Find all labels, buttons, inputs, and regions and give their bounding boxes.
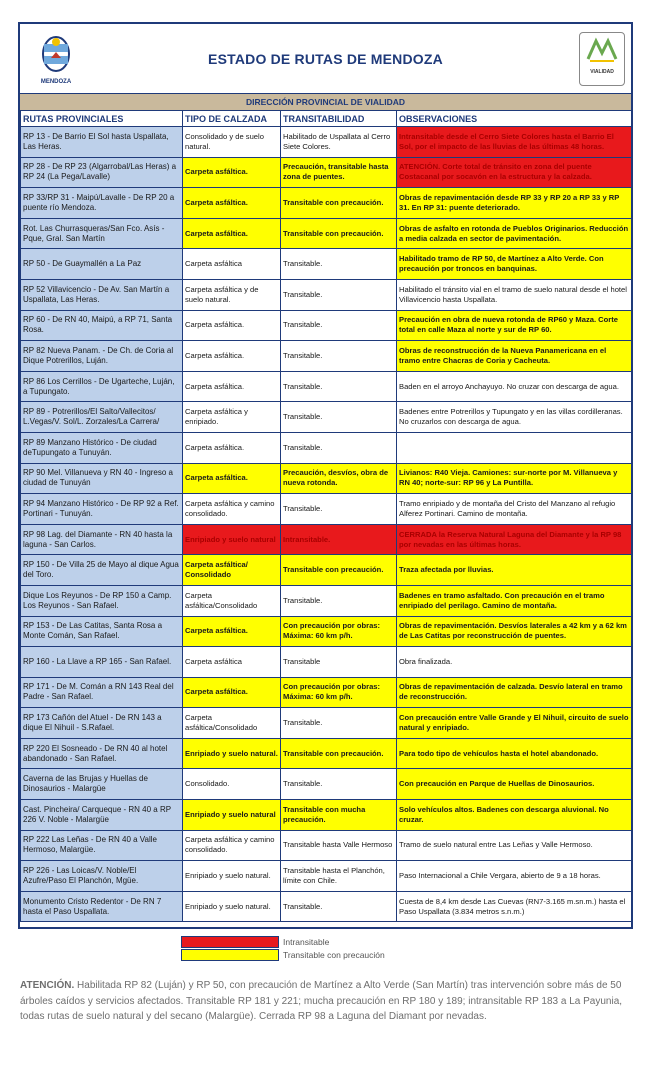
surface-cell: Carpeta asfáltica. bbox=[183, 677, 281, 708]
status-cell: Transitable. bbox=[281, 585, 397, 616]
route-cell: RP 89 - Potrerillos/El Salto/Vallecitos/ L.Vegas/V. Sol/L. Zorzales/La Carrera/ bbox=[21, 402, 183, 433]
route-cell: RP 222 Las Leñas - De RN 40 a Valle Hermoso, Malargüe. bbox=[21, 830, 183, 861]
observations-cell: Solo vehículos altos. Badenes con descarga aluvional. No cruzar. bbox=[397, 800, 632, 831]
status-cell: Con precaución por obras: Máxima: 60 km p/h. bbox=[281, 616, 397, 647]
surface-cell: Carpeta asfáltica y camino consolidado. bbox=[183, 494, 281, 525]
surface-cell: Carpeta asfáltica y camino consolidado. bbox=[183, 830, 281, 861]
observations-cell: CERRADA la Reserva Natural Laguna del Diamante y la RP 98 por nevadas en las últimas horas. bbox=[397, 524, 632, 555]
observations-cell: Baden en el arroyo Anchayuyo. No cruzar con descarga de agua. bbox=[397, 371, 632, 402]
observations-cell: Badenes en tramo asfaltado. Con precaución en el tramo enripiado del perilago. Camino de montaña. bbox=[397, 585, 632, 616]
observations-cell: Con precaución en Parque de Huellas de Dinosaurios. bbox=[397, 769, 632, 800]
surface-cell: Carpeta asfáltica. bbox=[183, 616, 281, 647]
column-header-route: RUTAS PROVINCIALES bbox=[21, 111, 183, 127]
note-lead: ATENCIÓN. bbox=[20, 980, 75, 991]
route-cell: RP 82 Nueva Panam. - De Ch. de Coria al Dique Potrerillos, Luján. bbox=[21, 341, 183, 372]
status-cell: Precaución, transitable hasta zona de puentes. bbox=[281, 157, 397, 188]
surface-cell: Enripiado y suelo natural. bbox=[183, 891, 281, 922]
status-cell: Transitable. bbox=[281, 432, 397, 463]
observations-cell: Obra finalizada. bbox=[397, 647, 632, 678]
route-cell: RP 220 El Sosneado - De RN 40 al hotel abandonado - San Rafael. bbox=[21, 738, 183, 769]
logo-right-label: VIALIDAD bbox=[590, 69, 614, 75]
observations-cell: Obras de asfalto en rotonda de Pueblos Originarios. Reducción a media calzada en sector de pavimentación. bbox=[397, 218, 632, 249]
table-row bbox=[21, 830, 632, 861]
surface-cell: Carpeta asfáltica/Consolidado bbox=[183, 585, 281, 616]
surface-cell: Carpeta asfáltica. bbox=[183, 371, 281, 402]
surface-cell: Carpeta asfáltica y enripiado. bbox=[183, 402, 281, 433]
table-header-row bbox=[21, 111, 632, 127]
observations-cell: Para todo tipo de vehículos hasta el hotel abandonado. bbox=[397, 738, 632, 769]
page-title: ESTADO DE RUTAS DE MENDOZA bbox=[208, 51, 443, 67]
route-cell: RP 86 Los Cerrillos - De Ugarteche, Luján, a Tupungato. bbox=[21, 371, 183, 402]
note-text: Habilitada RP 82 (Luján) y RP 50, con precaución de Martínez a Alto Verde (San Martín) tras intervención sobre más de 50 árboles caídos y servicios afectados. Transitable RP 181 y 221; mucha precaución en RP 180 y 189; intransitable RP 183 a La Payunia, todas rutas de suelo natural y del secano (Malargüe). Cerrada RP 98 a Laguna del Diamant por nevadas. bbox=[20, 980, 623, 1022]
table-row bbox=[21, 738, 632, 769]
surface-cell: Carpeta asfáltica. bbox=[183, 432, 281, 463]
surface-cell: Consolidado. bbox=[183, 769, 281, 800]
table-row bbox=[21, 769, 632, 800]
route-cell: RP 90 Mel. Villanueva y RN 40 - Ingreso a ciudad de Tunuyán bbox=[21, 463, 183, 494]
surface-cell: Carpeta asfáltica bbox=[183, 647, 281, 678]
table-row bbox=[21, 861, 632, 892]
table-row bbox=[21, 341, 632, 372]
route-cell: RP 89 Manzano Histórico - De ciudad deTupungato a Tunuyán. bbox=[21, 432, 183, 463]
status-cell: Transitable. bbox=[281, 279, 397, 310]
column-header-surface: TIPO DE CALZADA bbox=[183, 111, 281, 127]
route-cell: RP 28 - De RP 23 (Algarrobal/Las Heras) a RP 24 (La Pega/Lavalle) bbox=[21, 157, 183, 188]
table-row bbox=[21, 494, 632, 525]
route-status-panel bbox=[18, 22, 633, 929]
header bbox=[20, 24, 631, 92]
status-cell: Transitable con mucha precaución. bbox=[281, 800, 397, 831]
legend-label: Intransitable bbox=[283, 937, 330, 947]
observations-cell: Obras de repavimentación de calzada. Desvío lateral en tramo de reconstrucción. bbox=[397, 677, 632, 708]
table-row bbox=[21, 188, 632, 219]
observations-cell: ATENCIÓN. Corte total de tránsito en zona del puente Costacanal por socavón en la estructura y la calzada. bbox=[397, 157, 632, 188]
legend-swatch-yellow bbox=[181, 949, 279, 961]
route-cell: RP 33/RP 31 - Maipú/Lavalle - De RP 20 a puente río Mendoza. bbox=[21, 188, 183, 219]
observations-cell: Intransitable desde el Cerro Siete Colores hasta el Barrio El Sol, por el impacto de las lluvias de las últimas 48 horas. bbox=[397, 127, 632, 158]
table-row bbox=[21, 891, 632, 922]
observations-cell: Tramo enripiado y de montaña del Cristo del Manzano al refugio Alferez Portinari. Camino de montaña. bbox=[397, 494, 632, 525]
surface-cell: Enripiado y suelo natural. bbox=[183, 861, 281, 892]
surface-cell: Carpeta asfáltica/Consolidado bbox=[183, 708, 281, 739]
route-cell: Dique Los Reyunos - De RP 150 a Camp. Los Reyunos - San Rafael. bbox=[21, 585, 183, 616]
surface-cell: Enripiado y suelo natural bbox=[183, 524, 281, 555]
attention-note bbox=[20, 978, 635, 1025]
legend-swatch-red bbox=[181, 936, 279, 948]
route-cell: RP 153 - De Las Catitas, Santa Rosa a Monte Comán, San Rafael. bbox=[21, 616, 183, 647]
status-cell: Transitable. bbox=[281, 708, 397, 739]
route-cell: RP 94 Manzano Histórico - De RP 92 a Ref. Portinari - Tunuyán. bbox=[21, 494, 183, 525]
route-cell: RP 13 - De Barrio El Sol hasta Uspallata, Las Heras. bbox=[21, 127, 183, 158]
subheader-agency: DIRECCIÓN PROVINCIAL DE VIALIDAD bbox=[20, 93, 631, 111]
observations-cell: Habilitado tramo de RP 50, de Martínez a Alto Verde. Con precaución por troncos en banquinas. bbox=[397, 249, 632, 280]
observations-cell: Cuesta de 8,4 km desde Las Cuevas (RN7-3.165 m.sn.m.) hasta el Paso Uspallata (3.834 metros s.n.m.) bbox=[397, 891, 632, 922]
table-row bbox=[21, 800, 632, 831]
route-cell: RP 60 - De RN 40, Maipú, a RP 71, Santa Rosa. bbox=[21, 310, 183, 341]
observations-cell: Obras de reconstrucción de la Nueva Panamericana en el tramo entre Chacras de Coria y Cacheuta. bbox=[397, 341, 632, 372]
surface-cell: Carpeta asfáltica. bbox=[183, 463, 281, 494]
status-cell: Transitable. bbox=[281, 494, 397, 525]
status-cell: Transitable. bbox=[281, 371, 397, 402]
status-cell: Transitable hasta Valle Hermoso bbox=[281, 830, 397, 861]
observations-cell: Tramo de suelo natural entre Las Leñas y Valle Hermoso. bbox=[397, 830, 632, 861]
table-row bbox=[21, 402, 632, 433]
table-row bbox=[21, 708, 632, 739]
route-cell: RP 98 Lag. del Diamante - RN 40 hasta la laguna - San Carlos. bbox=[21, 524, 183, 555]
status-cell: Transitable. bbox=[281, 891, 397, 922]
surface-cell: Carpeta asfáltica. bbox=[183, 218, 281, 249]
status-cell: Transitable con precaución. bbox=[281, 188, 397, 219]
surface-cell: Carpeta asfáltica y de suelo natural. bbox=[183, 279, 281, 310]
surface-cell: Carpeta asfáltica. bbox=[183, 310, 281, 341]
status-cell: Transitable. bbox=[281, 310, 397, 341]
table-row bbox=[21, 218, 632, 249]
route-cell: RP 160 - La Llave a RP 165 - San Rafael. bbox=[21, 647, 183, 678]
route-cell: Caverna de las Brujas y Huellas de Dinosaurios - Malargüe bbox=[21, 769, 183, 800]
table-row bbox=[21, 310, 632, 341]
route-cell: RP 171 - De M. Comán a RN 143 Real del Padre - San Rafael. bbox=[21, 677, 183, 708]
column-header-observations: OBSERVACIONES bbox=[397, 111, 632, 127]
status-cell: Transitable. bbox=[281, 341, 397, 372]
route-cell: Cast. Pincheira/ Carqueque - RN 40 a RP 226 V. Noble - Malargüe bbox=[21, 800, 183, 831]
observations-cell: Paso Internacional a Chile Vergara, abierto de 9 a 18 horas. bbox=[397, 861, 632, 892]
table-row bbox=[21, 585, 632, 616]
status-cell: Con precaución por obras: Máxima: 60 km p/h. bbox=[281, 677, 397, 708]
observations-cell: Badenes entre Potrerillos y Tupungato y en las villas cordilleranas. No cruzarlos con descarga de agua. bbox=[397, 402, 632, 433]
surface-cell: Carpeta asfáltica/ Consolidado bbox=[183, 555, 281, 586]
surface-cell: Carpeta asfáltica. bbox=[183, 188, 281, 219]
status-cell: Transitable. bbox=[281, 402, 397, 433]
route-cell: Rot. Las Churrasqueras/San Fco. Asís - Pque, Gral. San Martín bbox=[21, 218, 183, 249]
surface-cell: Carpeta asfáltica. bbox=[183, 341, 281, 372]
observations-cell: Habilitado el tránsito vial en el tramo de suelo natural desde el hotel Villavicencio hasta Uspallata. bbox=[397, 279, 632, 310]
status-cell: Transitable. bbox=[281, 769, 397, 800]
observations-cell: Precaución en obra de nueva rotonda de RP60 y Maza. Corte total en calle Maza al norte y sur de RP 60. bbox=[397, 310, 632, 341]
status-cell: Transitable con precaución. bbox=[281, 218, 397, 249]
observations-cell: Livianos: R40 Vieja. Camiones: sur-norte por M. Villanueva y RN 40; norte-sur: RP 96 y La Puntilla. bbox=[397, 463, 632, 494]
observations-cell: Obras de repavimentación desde RP 33 y RP 20 a RP 33 y RP 31. En RP 31: puente deteriorado. bbox=[397, 188, 632, 219]
status-cell: Intransitable. bbox=[281, 524, 397, 555]
legend-label: Transitable con precaución bbox=[283, 950, 385, 960]
table-row bbox=[21, 127, 632, 158]
table-row bbox=[21, 432, 632, 463]
table-row bbox=[21, 524, 632, 555]
route-cell: RP 150 - De Villa 25 de Mayo al dique Agua del Toro. bbox=[21, 555, 183, 586]
table-row bbox=[21, 157, 632, 188]
observations-cell bbox=[397, 432, 632, 463]
route-cell: RP 226 - Las Loicas/V. Noble/El Azufre/Paso El Planchón, Mgüe. bbox=[21, 861, 183, 892]
status-cell: Transitable. bbox=[281, 249, 397, 280]
table-row bbox=[21, 279, 632, 310]
surface-cell: Carpeta asfáltica bbox=[183, 249, 281, 280]
surface-cell: Enripiado y suelo natural bbox=[183, 800, 281, 831]
status-cell: Transitable con precaución. bbox=[281, 738, 397, 769]
status-cell: Habilitado de Uspallata al Cerro Siete Colores. bbox=[281, 127, 397, 158]
observations-cell: Obras de repavimentación. Desvíos laterales a 42 km y a 62 km de Las Catitas por reconstrucción de puentes. bbox=[397, 616, 632, 647]
table-row bbox=[21, 647, 632, 678]
route-cell: RP 173 Cañón del Atuel - De RN 143 a dique El Nihuil - S.Rafael. bbox=[21, 708, 183, 739]
status-cell: Precaución, desvíos, obra de nueva rotonda. bbox=[281, 463, 397, 494]
surface-cell: Consolidado y de suelo natural. bbox=[183, 127, 281, 158]
route-cell: RP 50 - De Guaymallén a La Paz bbox=[21, 249, 183, 280]
route-cell: RP 52 Villavicencio - De Av. San Martín a Uspallata, Las Heras. bbox=[21, 279, 183, 310]
table-row bbox=[21, 616, 632, 647]
route-cell: Monumento Cristo Redentor - De RN 7 hasta el Paso Uspallata. bbox=[21, 891, 183, 922]
status-cell: Transitable bbox=[281, 647, 397, 678]
status-cell: Transitable con precaución. bbox=[281, 555, 397, 586]
logo-left-label: MENDOZA bbox=[40, 79, 72, 85]
surface-cell: Carpeta asfáltica. bbox=[183, 157, 281, 188]
table-row bbox=[21, 677, 632, 708]
routes-table bbox=[20, 110, 632, 922]
status-cell: Transitable hasta el Planchón, límite con Chile. bbox=[281, 861, 397, 892]
table-row bbox=[21, 463, 632, 494]
column-header-status: TRANSITABILIDAD bbox=[281, 111, 397, 127]
vialidad-logo bbox=[579, 32, 625, 86]
table-row bbox=[21, 249, 632, 280]
table-row bbox=[21, 555, 632, 586]
observations-cell: Con precaución entre Valle Grande y El Nihuil, circuito de suelo natural y enripiado. bbox=[397, 708, 632, 739]
table-row bbox=[21, 371, 632, 402]
observations-cell: Traza afectada por lluvias. bbox=[397, 555, 632, 586]
surface-cell: Enripiado y suelo natural. bbox=[183, 738, 281, 769]
